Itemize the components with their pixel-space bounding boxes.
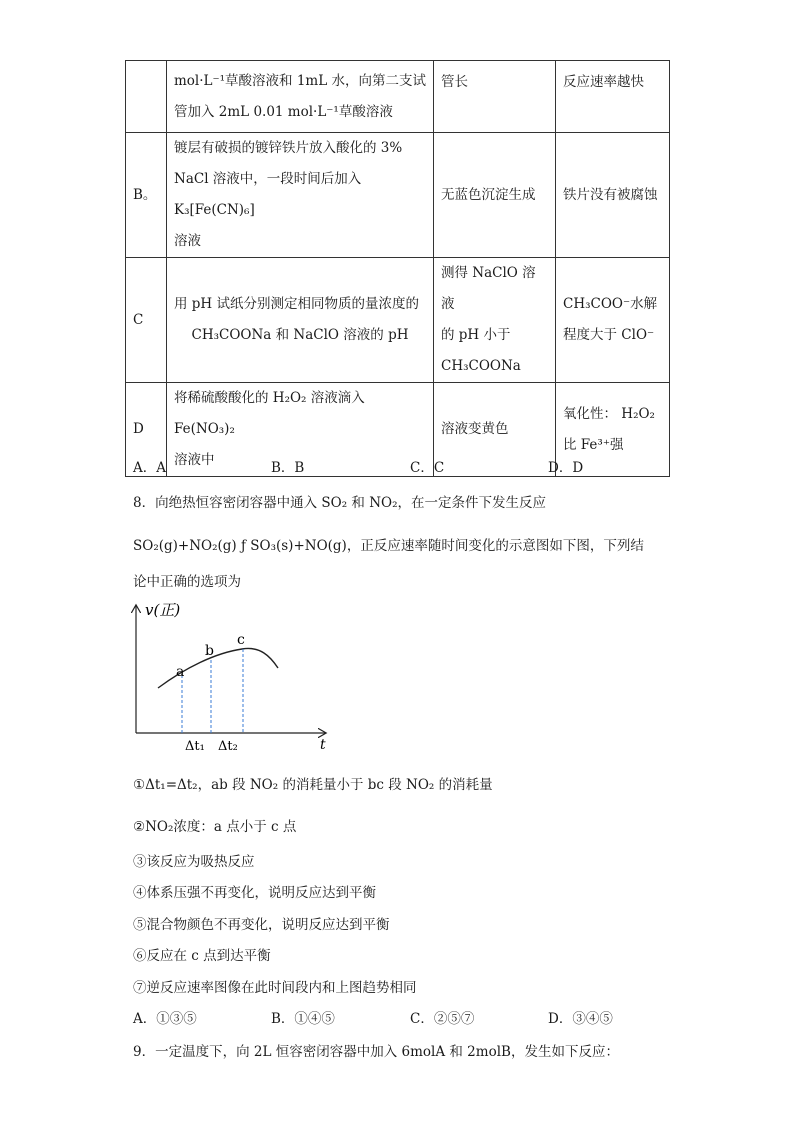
phenomenon-cell [434, 383, 556, 477]
conclusion-line: CH₃COO⁻水解 [563, 296, 658, 312]
row-label [126, 61, 167, 133]
operation-line: 镀层有破损的镀锌铁片放入酸化的 3% [174, 140, 403, 156]
q7-option-b[interactable]: B．B [271, 460, 305, 476]
operation-line: 用 pH 试纸分别测定相同物质的量浓度的 [174, 296, 419, 312]
q8-option-c[interactable]: C．②⑤⑦ [410, 1011, 475, 1027]
phenomenon-line: 管长 [441, 74, 468, 90]
q8-stem-line-3: 论中正确的选项为 [133, 574, 241, 590]
operation-line: 溶液中 [174, 452, 215, 468]
q9-stem: 9．一定温度下，向 2L 恒容密闭容器中加入 6molA 和 2molB，发生如下反应： [133, 1044, 619, 1060]
q8-option-d[interactable]: D．③④⑤ [548, 1011, 613, 1027]
operation-line: mol·L⁻¹草酸溶液和 1mL 水，向第二支试 [174, 72, 426, 89]
phenomenon-cell [434, 61, 556, 133]
q8-option-a[interactable]: A．①③⑤ [133, 1011, 197, 1027]
statement-3: ③该反应为吸热反应 [133, 854, 255, 870]
point-c-label: c [237, 632, 245, 648]
phenomenon-line: 测得 NaClO 溶液 [441, 265, 536, 312]
operation-line: 管加入 2mL 0.01 mol·L⁻¹草酸溶液 [174, 103, 393, 120]
q7-option-c[interactable]: C．C [410, 460, 445, 476]
row-label: C [126, 258, 167, 383]
conclusion-cell [556, 258, 670, 383]
q7-option-d[interactable]: D．D [548, 460, 584, 476]
statement-4: ④体系压强不再变化，说明反应达到平衡 [133, 885, 376, 901]
phenomenon-line: 的 pH 小于 [441, 327, 511, 343]
phenomenon-line: CH₃COONa [441, 358, 521, 374]
phenomenon-cell [434, 258, 556, 383]
conclusion-line: 比 Fe³⁺强 [563, 436, 624, 453]
statement-7: ⑦逆反应速率图像在此时间段内和上图趋势相同 [133, 980, 417, 996]
q8-stem-line-2: SO₂(g)+NO₂(g) ƒ SO₃(s)+NO(g)，正反应速率随时间变化的示意图如下图，下列结 [133, 538, 644, 554]
y-axis-label: v(正) [145, 601, 181, 619]
row-label: D [126, 383, 167, 477]
operation-line: 将稀硫酸酸化的 H₂O₂ 溶液滴入 Fe(NO₃)₂ [174, 390, 365, 437]
phenomenon-line: 无蓝色沉淀生成 [441, 186, 536, 203]
phenomenon-line: 溶液变黄色 [441, 421, 509, 437]
q8-option-b[interactable]: B．①④⑤ [271, 1011, 335, 1027]
rate-time-graph [125, 598, 345, 758]
table-row [126, 133, 670, 258]
operation-line: CH₃COONa 和 NaClO 溶液的 pH [191, 327, 409, 343]
point-a-label: a [176, 664, 185, 680]
statement-1: ①Δt₁=Δt₂，ab 段 NO₂ 的消耗量小于 bc 段 NO₂ 的消耗量 [133, 777, 493, 793]
operation-line: NaCl 溶液中，一段时间后加入 K₃[Fe(CN)₆] [174, 171, 362, 218]
conclusion-line: 铁片没有被腐蚀 [563, 186, 658, 203]
table-row [126, 61, 670, 133]
conclusion-line: 程度大于 ClO⁻ [563, 327, 655, 343]
operation-cell [167, 258, 434, 383]
dt2-label: Δt₂ [218, 739, 238, 754]
operation-cell [167, 61, 434, 133]
q7-option-a[interactable]: A．A [133, 460, 166, 476]
point-b-label: b [205, 643, 214, 659]
table-row [126, 383, 670, 477]
statement-5: ⑤混合物颜色不再变化，说明反应达到平衡 [133, 917, 390, 933]
conclusion-cell [556, 133, 670, 258]
conclusion-line: 氧化性： H₂O₂ [563, 405, 655, 422]
operation-line: 溶液 [174, 233, 201, 249]
experiment-table [125, 60, 670, 477]
q8-stem-line-1: 8．向绝热恒容密闭容器中通入 SO₂ 和 NO₂，在一定条件下发生反应 [133, 495, 546, 511]
operation-cell [167, 133, 434, 258]
statement-2: ②NO₂浓度：a 点小于 c 点 [133, 819, 297, 835]
x-axis-label: t [320, 737, 326, 753]
statement-6: ⑥反应在 c 点到达平衡 [133, 948, 271, 964]
row-label: B。 [126, 133, 167, 258]
phenomenon-cell [434, 133, 556, 258]
conclusion-line: 反应速率越快 [563, 74, 644, 90]
dt1-label: Δt₁ [185, 739, 205, 754]
table-row [126, 258, 670, 383]
conclusion-cell [556, 61, 670, 133]
